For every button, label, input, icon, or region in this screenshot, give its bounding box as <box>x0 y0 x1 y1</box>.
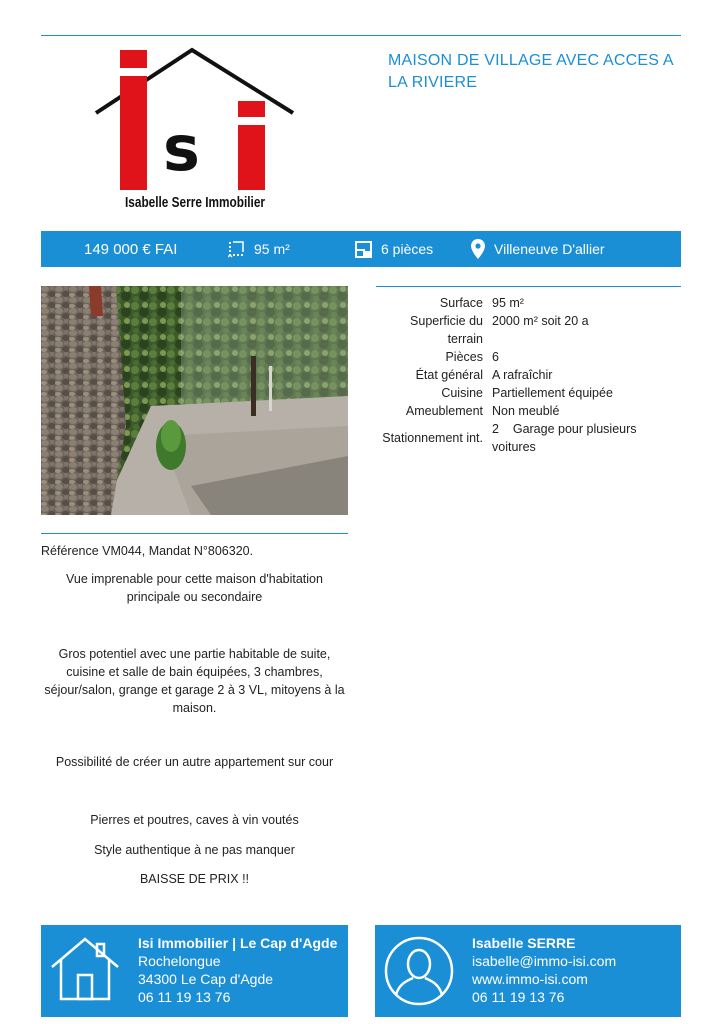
listing-title: MAISON DE VILLAGE AVEC ACCES A LA RIVIERE <box>388 52 673 91</box>
agency-address-line1: Rochelongue <box>138 953 221 969</box>
spec-row <box>376 294 681 312</box>
description-paragraph: Style authentique à ne pas manquer <box>94 843 295 857</box>
house-icon <box>49 935 121 1007</box>
agent-phone[interactable]: 06 11 19 13 76 <box>472 989 565 1005</box>
reference-text: Référence VM044, Mandat N°806320. <box>41 544 254 558</box>
spec-label: Stationnement int. <box>382 431 483 445</box>
description-divider <box>41 533 348 534</box>
map-pin-icon <box>471 239 485 259</box>
agency-address-line2: 34300 Le Cap d'Agde <box>138 971 274 987</box>
spec-value: 95 m² <box>492 296 524 310</box>
agency-name: Isi Immobilier | Le Cap d'Agde <box>138 935 338 951</box>
floorplan-icon <box>355 241 372 258</box>
spec-label: Cuisine <box>441 386 483 400</box>
spec-label: Surface <box>439 296 483 310</box>
agent-contact-card <box>375 925 681 1017</box>
area-icon <box>228 240 245 259</box>
description-paragraph: Vue imprenable pour cette maison d'habitation principale ou secondaire <box>66 572 323 604</box>
agency-contact-card <box>41 925 348 1017</box>
spec-row <box>376 312 681 348</box>
agency-phone[interactable]: 06 11 19 13 76 <box>138 989 231 1005</box>
description-paragraph: Gros potentiel avec une partie habitable de suite, cuisine et salle de bain équipées, 3 chambres, séjour/salon, grange et garage 2 à 3 VL, mitoyens à la maison. <box>44 647 345 715</box>
description-paragraph: Pierres et poutres, caves à vin voutés <box>90 813 299 827</box>
specs-divider <box>376 286 681 287</box>
spec-value: Non meublé <box>492 404 560 418</box>
agent-website[interactable]: www.immo-isi.com <box>472 971 588 987</box>
property-photo <box>41 286 348 515</box>
spec-label: État général <box>415 368 483 382</box>
spec-value: 6 <box>492 350 499 364</box>
svg-text:s: s <box>163 112 200 185</box>
spec-row <box>376 384 681 402</box>
price: 149 000 € FAI <box>84 240 178 258</box>
description-paragraph: BAISSE DE PRIX !! <box>139 872 250 886</box>
rooms-value: 6 pièces <box>381 241 434 257</box>
spec-value: 2 Garage pour plusieurs voitures <box>492 422 641 454</box>
spec-row <box>376 402 681 420</box>
user-avatar-icon <box>383 935 455 1011</box>
surface-summary <box>228 231 290 267</box>
agent-email[interactable]: isabelle@immo-isi.com <box>472 953 617 969</box>
spec-label: Superficie du terrain <box>410 314 483 346</box>
spec-value: A rafraîchir <box>492 368 553 382</box>
price-bar <box>41 231 681 267</box>
agency-logo <box>88 45 298 215</box>
svg-text:Isabelle Serre Immobilier: Isabelle Serre Immobilier <box>125 194 266 211</box>
spec-label: Ameublement <box>405 404 483 418</box>
spec-row <box>376 366 681 384</box>
location-summary <box>471 231 605 267</box>
top-divider <box>41 35 681 36</box>
rooms-summary <box>355 231 433 267</box>
spec-value: Partiellement équipée <box>492 386 613 400</box>
spec-row <box>376 348 681 366</box>
spec-label: Pièces <box>445 350 483 364</box>
spec-value: 2000 m² soit 20 a <box>492 314 589 328</box>
spec-row <box>376 420 681 456</box>
specs-table <box>376 294 681 456</box>
description-paragraph: Possibilité de créer un autre appartement sur cour <box>55 755 334 769</box>
surface-value: 95 m² <box>254 241 290 257</box>
location-value: Villeneuve D'allier <box>494 241 605 257</box>
agent-name: Isabelle SERRE <box>472 935 576 951</box>
